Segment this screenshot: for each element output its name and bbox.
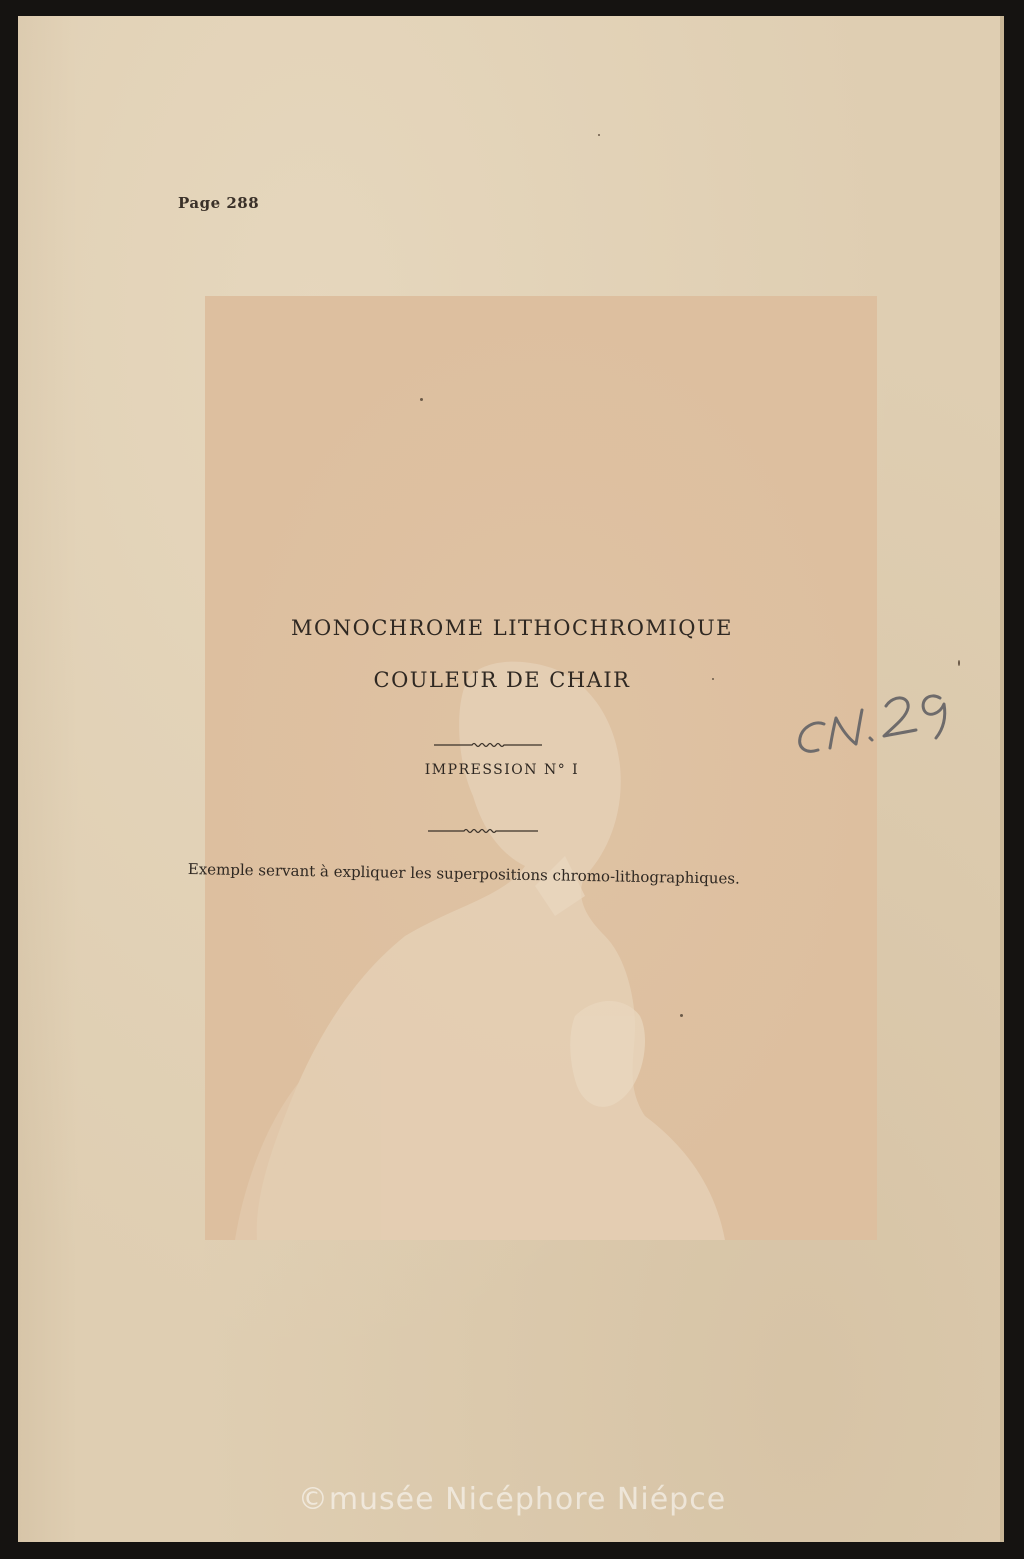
museum-watermark: ©musée Nicéphore Niépce	[297, 1482, 727, 1517]
impression-number: IMPRESSION N° I	[424, 762, 580, 778]
paper-speck	[958, 660, 960, 666]
paper-speck	[680, 1014, 683, 1017]
caption-text: Exemple servant à expliquer les superpositions chromo-lithographiques.	[187, 860, 740, 888]
paper-speck	[712, 678, 714, 680]
paper-speck	[598, 134, 600, 136]
paper-speck	[420, 398, 423, 401]
title-line-2: COULEUR DE CHAIR	[373, 668, 631, 692]
ornament-rule-bottom	[428, 826, 538, 836]
paper-edge	[1000, 16, 1004, 1542]
page-number: Page 288	[178, 194, 260, 212]
ornament-rule-top	[434, 740, 542, 750]
title-line-1: MONOCHROME LITHOCHROMIQUE	[291, 616, 733, 640]
